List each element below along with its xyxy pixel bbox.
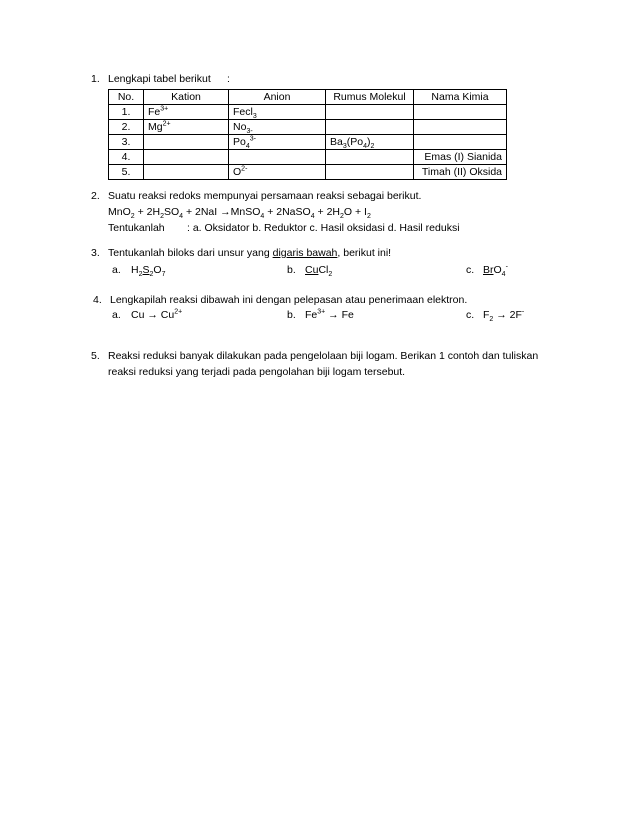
row-kation: $Fe^{3+}$ <box>144 105 229 120</box>
q4-number: 4. <box>93 294 102 306</box>
q5-number: 5. <box>91 350 100 362</box>
row-rumus <box>326 105 414 120</box>
q3-text: Tentukanlah biloks dari unsur yang digaris bawah, berikut ini! <box>108 247 392 259</box>
q3-c-formula: BrO$_4$- <box>483 263 508 279</box>
q3-c-label: c. <box>466 264 475 276</box>
q1-colon: : <box>227 73 230 85</box>
row-rumus <box>326 120 414 135</box>
arrow-icon: → <box>147 309 158 321</box>
header-nama: Nama Kimia <box>414 90 507 105</box>
table-row <box>109 120 507 135</box>
row-kation: $Mg^{2+}$ <box>144 120 229 135</box>
row-no: 4. <box>109 150 144 165</box>
arrow-icon: → <box>496 309 507 321</box>
q4-c-label: c. <box>466 309 475 321</box>
q3-number: 3. <box>91 247 100 259</box>
row-anion <box>229 150 326 165</box>
row-anion: $No_{3-}$ <box>229 120 326 135</box>
row-anion: Fecl$_3$ <box>229 105 326 120</box>
header-anion: Anion <box>229 90 326 105</box>
row-nama: Emas (I) Sianida <box>414 150 507 165</box>
row-rumus: $Ba_3(Po_4)_2$ <box>326 135 414 150</box>
row-no: 2. <box>109 120 144 135</box>
row-nama <box>414 135 507 150</box>
q2-text: Suatu reaksi redoks mempunyai persamaan reaksi sebagai berikut. <box>108 190 422 202</box>
row-rumus <box>326 150 414 165</box>
q3-a-label: a. <box>112 264 121 276</box>
table-row <box>109 105 507 120</box>
header-no: No. <box>109 90 144 105</box>
table-header-row <box>109 90 507 105</box>
row-kation <box>144 135 229 150</box>
row-kation <box>144 150 229 165</box>
q4-b-reaction: $Fe^{3+} \to Fe$ <box>305 308 354 321</box>
q5-line1: Reaksi reduksi banyak dilakukan pada pengelolaan biji logam. Berikan 1 contoh dan tuliskan <box>108 350 539 362</box>
q5-line2: reaksi reduksi yang terjadi pada pengolahan biji logam tersebut. <box>108 366 406 378</box>
q1-text: Lengkapi tabel berikut <box>108 73 211 85</box>
header-rumus: Rumus Molekul <box>326 90 414 105</box>
row-anion: $Po_4^{3-}$ <box>229 135 326 150</box>
q3-a-formula: $H_2S_2O_7$ <box>131 264 166 279</box>
q2-instr-rest: : a. Oksidator b. Reduktor c. Hasil oksidasi d. Hasil reduksi <box>187 222 460 234</box>
arrow-icon: → <box>328 309 339 321</box>
q2-equation: $MnO_2 + 2H_2SO_4 + 2NaI$ →MnSO$_4$ + 2NaSO$_4$ + $2H_2O + I_2$ <box>108 206 371 221</box>
row-no: 5. <box>109 165 144 180</box>
row-no: 3. <box>109 135 144 150</box>
row-nama <box>414 105 507 120</box>
q2-number: 2. <box>91 190 100 202</box>
table-row <box>109 165 507 180</box>
table-row <box>109 150 507 165</box>
q4-c-reaction: $F_2 \to 2F^-$ <box>483 308 525 324</box>
row-rumus <box>326 165 414 180</box>
q3-b-formula: CuCl$_2$ <box>305 264 333 279</box>
table-row <box>109 135 507 150</box>
q4-text: Lengkapilah reaksi dibawah ini dengan pelepasan atau penerimaan elektron. <box>110 294 468 306</box>
row-nama: Timah (II) Oksida <box>414 165 507 180</box>
q3-b-label: b. <box>287 264 296 276</box>
arrow-icon: → <box>220 206 231 218</box>
row-kation <box>144 165 229 180</box>
q4-a-reaction: $Cu \to Cu^{2+}$ <box>131 308 183 321</box>
q2-instr-label: Tentukanlah <box>108 222 165 234</box>
row-nama <box>414 120 507 135</box>
q4-b-label: b. <box>287 309 296 321</box>
row-anion: $O^{2-}$ <box>229 165 326 180</box>
q4-a-label: a. <box>112 309 121 321</box>
q1-number: 1. <box>91 73 100 85</box>
row-no: 1. <box>109 105 144 120</box>
chemistry-table <box>108 89 507 180</box>
header-kation: Kation <box>144 90 229 105</box>
